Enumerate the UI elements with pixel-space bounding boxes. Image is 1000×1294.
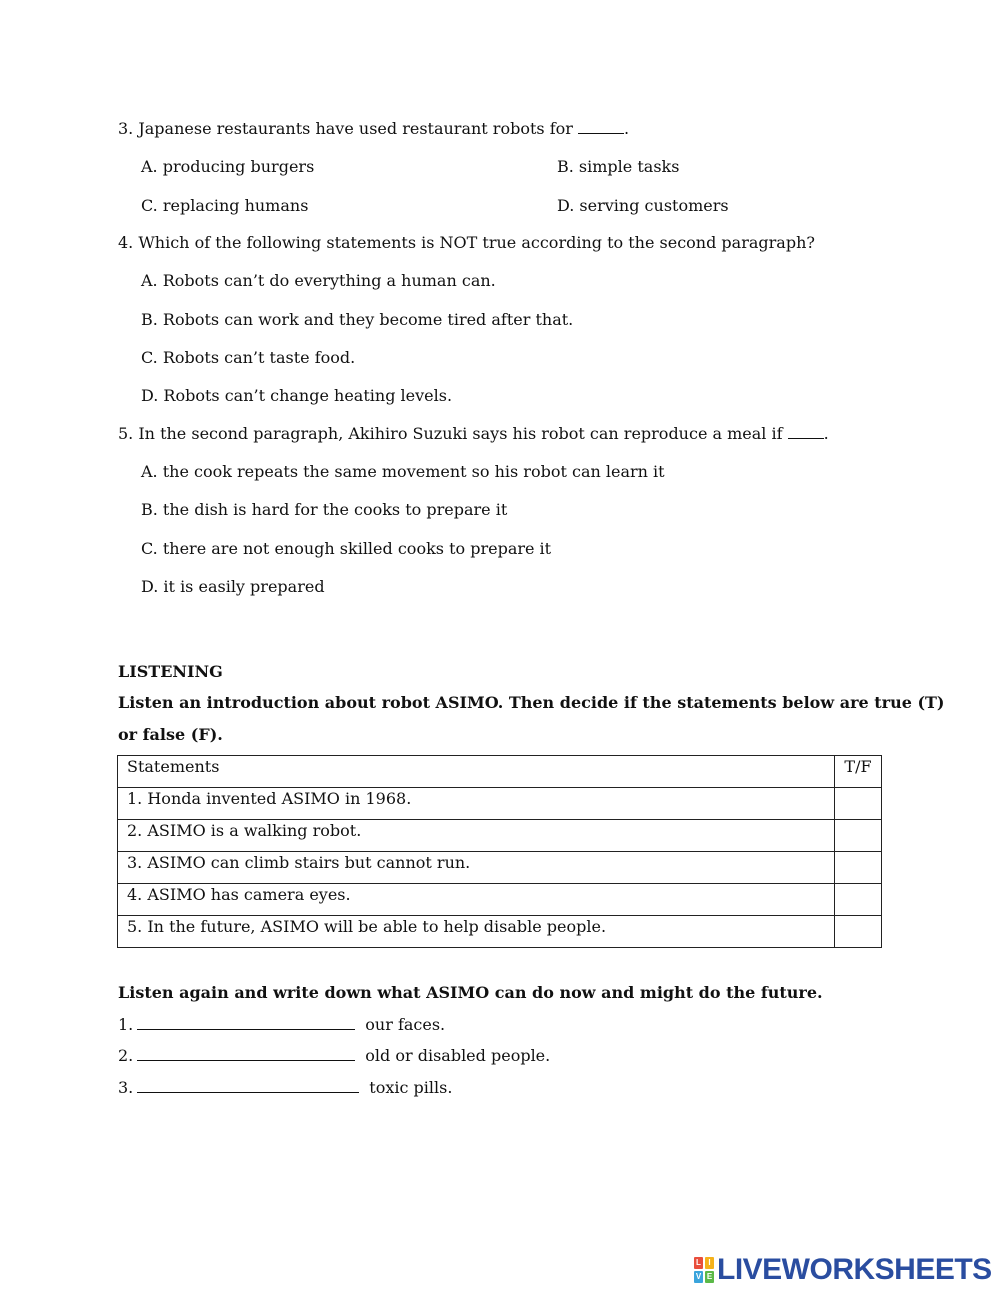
table-header-statements: Statements <box>118 756 835 788</box>
listening-instruction-2: Listen again and write down what ASIMO can do now and might do the future. <box>118 983 823 1002</box>
option-4c[interactable]: C. Robots can’t taste food. <box>141 348 356 367</box>
question-4-stem: 4. Which of the following statements is NOT true according to the second paragraph? <box>118 233 815 252</box>
option-4a[interactable]: A. Robots can’t do everything a human can. <box>141 271 496 290</box>
answer-blank <box>578 119 624 134</box>
table-row <box>118 820 882 852</box>
tf-answer-cell[interactable] <box>835 788 882 820</box>
table-row <box>118 884 882 916</box>
listening-heading: LISTENING <box>118 662 223 681</box>
tf-answer-cell[interactable] <box>835 820 882 852</box>
option-5a[interactable]: A. the cook repeats the same movement so his robot can learn it <box>141 462 665 481</box>
tf-answer-cell[interactable] <box>835 916 882 948</box>
option-4b[interactable]: B. Robots can work and they become tired after that. <box>141 310 574 329</box>
logo-mark-i: I <box>705 1257 714 1269</box>
logo-mark-l: L <box>694 1257 703 1269</box>
table-row <box>118 788 882 820</box>
statement-cell: 5. In the future, ASIMO will be able to help disable people. <box>118 916 835 948</box>
option-5b[interactable]: B. the dish is hard for the cooks to prepare it <box>141 500 508 519</box>
tf-answer-cell[interactable] <box>835 884 882 916</box>
table-row <box>118 916 882 948</box>
fill-blank-1[interactable] <box>137 1015 355 1030</box>
question-3-stem: 3. Japanese restaurants have used restaurant robots for . <box>118 119 630 138</box>
listening-instruction-line2: or false (F). <box>118 725 223 744</box>
fill-item-1: 1. our faces. <box>118 1015 446 1034</box>
statement-cell: 3. ASIMO can climb stairs but cannot run. <box>118 852 835 884</box>
table-row <box>118 852 882 884</box>
listening-instruction-line1: Listen an introduction about robot ASIMO. Then decide if the statements below are true (T) <box>118 693 945 712</box>
statement-cell: 4. ASIMO has camera eyes. <box>118 884 835 916</box>
logo-mark-v: V <box>695 1272 702 1281</box>
option-3a[interactable]: A. producing burgers <box>141 157 315 176</box>
logo-text: LIVEWORKSHEETS <box>717 1253 992 1286</box>
tf-answer-cell[interactable] <box>835 852 882 884</box>
table-header-row <box>118 756 882 788</box>
answer-blank <box>788 424 824 439</box>
logo-mark-icon <box>694 1257 714 1283</box>
fill-blank-3[interactable] <box>137 1078 359 1093</box>
statement-cell: 1. Honda invented ASIMO in 1968. <box>118 788 835 820</box>
question-5-stem: 5. In the second paragraph, Akihiro Suzuki says his robot can reproduce a meal if . <box>118 424 829 443</box>
option-3b[interactable]: B. simple tasks <box>557 157 680 176</box>
fill-item-3: 3. toxic pills. <box>118 1078 453 1097</box>
statement-cell: 2. ASIMO is a walking robot. <box>118 820 835 852</box>
logo-mark-e: E <box>706 1272 713 1281</box>
option-5d[interactable]: D. it is easily prepared <box>141 577 325 596</box>
option-5c[interactable]: C. there are not enough skilled cooks to prepare it <box>141 539 552 558</box>
option-3d[interactable]: D. serving customers <box>557 196 729 215</box>
true-false-table <box>117 755 882 948</box>
fill-blank-2[interactable] <box>137 1046 355 1061</box>
liveworksheets-logo <box>694 1253 992 1286</box>
option-3c[interactable]: C. replacing humans <box>141 196 309 215</box>
fill-item-2: 2. old or disabled people. <box>118 1046 551 1065</box>
table-header-tf: T/F <box>835 756 882 788</box>
option-4d[interactable]: D. Robots can’t change heating levels. <box>141 386 453 405</box>
